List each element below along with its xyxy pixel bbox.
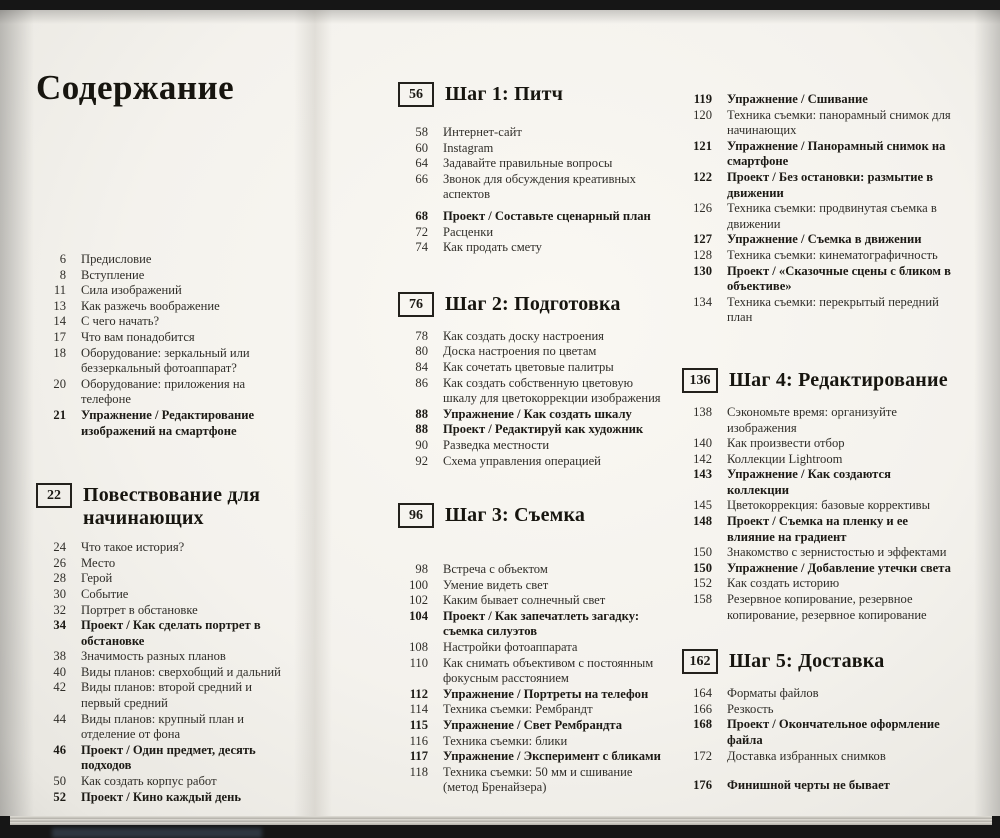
entry-page-number: 158: [693, 592, 712, 607]
entry-page-number: 44: [53, 711, 66, 726]
toc-entry: [398, 578, 666, 594]
entry-text: Как создать историю: [727, 576, 840, 591]
entry-text: Предисловие: [81, 252, 152, 266]
entry-page-number: 104: [409, 608, 428, 623]
entry-text: Виды планов: сверхобщий и дальний: [81, 664, 281, 679]
book-page: [0, 10, 1000, 816]
toc-entry: [682, 686, 954, 702]
entry-text: Форматы файлов: [727, 686, 819, 701]
entry-page-number: 148: [693, 514, 712, 529]
entry-text: Упражнение / Панорамный снимок на смартфоне: [727, 138, 946, 169]
toc-entry: [36, 252, 288, 268]
entry-page-number: 152: [693, 576, 712, 591]
entry-page-number: 119: [693, 92, 712, 106]
entry-page-number: 24: [53, 540, 66, 555]
toc-entry: [36, 587, 288, 603]
entry-text: Знакомство с зернистостью и эффектами: [727, 545, 947, 560]
spacer: [36, 108, 288, 252]
entry-page-number: 60: [415, 140, 428, 155]
entry-text: Упражнение / Сшивание: [727, 92, 868, 106]
entry-page-number: 166: [693, 701, 712, 716]
entry-page-number: 42: [53, 680, 66, 695]
entry-page-number: 28: [53, 571, 66, 586]
entry-page-number: 134: [693, 294, 712, 309]
toc-entry: [398, 687, 666, 703]
toc-section-header: [398, 82, 666, 107]
toc-entry: [682, 592, 954, 623]
toc-entry: [682, 248, 954, 264]
toc-entry: [682, 576, 954, 592]
entry-text: Герой: [81, 571, 113, 586]
entry-text: С чего начать?: [81, 314, 160, 329]
toc-entry: [398, 209, 666, 225]
spacer: [398, 256, 666, 292]
entry-text: Цветокоррекция: базовые коррективы: [727, 498, 931, 513]
toc-entry: [398, 438, 666, 454]
toc-entry: [398, 329, 666, 345]
entry-text: Проект / Один предмет, десять подходов: [81, 742, 256, 773]
toc-entry: [682, 295, 954, 326]
entry-page-number: 34: [53, 618, 66, 633]
entry-page-number: 14: [53, 314, 66, 329]
section-page-number-box: 56: [398, 82, 434, 107]
entry-page-number: 88: [415, 406, 428, 421]
entry-page-number: 121: [693, 138, 712, 153]
spacer: [398, 469, 666, 503]
toc-entry: [682, 778, 954, 794]
entry-text: Вступление: [81, 267, 145, 282]
entry-page-number: 58: [415, 125, 428, 139]
toc-entry: [36, 618, 288, 649]
toc-entry: [682, 514, 954, 545]
entry-page-number: 74: [415, 240, 428, 255]
entry-page-number: 21: [53, 407, 66, 422]
spacer: [682, 674, 954, 686]
toc-entry: [36, 603, 288, 619]
entry-page-number: 98: [415, 562, 428, 577]
section-page-number-box: 96: [398, 503, 434, 528]
toc-entry: [398, 562, 666, 578]
entry-text: Упражнение / Добавление утечки света: [727, 560, 951, 575]
entry-text: Встреча с объектом: [443, 562, 548, 577]
toc-entry: [398, 702, 666, 718]
entry-text: Виды планов: второй средний и первый средний: [81, 680, 252, 711]
section-title: Повествование для начинающих: [83, 484, 261, 530]
toc-entry: [398, 360, 666, 376]
section-page-number-box: 22: [36, 483, 72, 508]
entry-page-number: 18: [53, 345, 66, 360]
page-top-shadow: [0, 10, 1000, 24]
toc-entry: [36, 743, 288, 774]
entry-text: Каким бывает солнечный свет: [443, 593, 606, 608]
toc-entry: [398, 125, 666, 141]
entry-page-number: 72: [415, 224, 428, 239]
entry-page-number: 172: [693, 748, 712, 763]
section-title: Шаг 2: Подготовка: [445, 292, 621, 315]
entry-page-number: 100: [409, 577, 428, 592]
toc-entry: [36, 665, 288, 681]
toc-entry: [36, 314, 288, 330]
entry-text: Умение видеть свет: [443, 577, 549, 592]
entry-page-number: 130: [693, 263, 712, 278]
entry-page-number: 102: [409, 593, 428, 608]
toc-entry: [398, 765, 666, 796]
toc-entry: [398, 225, 666, 241]
entry-text: Упражнение / Как создаются коллекции: [727, 467, 891, 497]
entry-page-number: 110: [409, 655, 428, 670]
toc-entry: [36, 330, 288, 346]
entry-page-number: 176: [693, 778, 712, 793]
entry-text: Коллекции Lightroom: [727, 451, 843, 466]
toc-entry: [398, 640, 666, 656]
toc-entry: [36, 346, 288, 377]
page-title: Содержание: [36, 68, 235, 107]
toc-entry: [398, 172, 666, 203]
toc-entry: [398, 718, 666, 734]
entry-text: Доска настроения по цветам: [443, 344, 597, 359]
toc-section-header: [398, 503, 666, 528]
entry-page-number: 116: [409, 733, 428, 748]
entry-text: Упражнение / Портреты на телефон: [443, 686, 649, 701]
spacer: [398, 528, 666, 562]
entry-page-number: 50: [53, 774, 66, 789]
entry-page-number: 122: [693, 169, 712, 184]
entry-text: Разведка местности: [443, 437, 550, 452]
toc-entry: [682, 749, 954, 765]
entry-page-number: 92: [415, 453, 428, 468]
entry-page-number: 84: [415, 359, 428, 374]
toc-column-2: [398, 82, 666, 796]
page-left-shadow: [0, 10, 34, 816]
toc-entry: [682, 702, 954, 718]
entry-page-number: 40: [53, 664, 66, 679]
toc-entry: [398, 240, 666, 256]
entry-page-number: 126: [693, 201, 712, 216]
entry-text: Сэкономьте время: организуйте изображения: [727, 404, 897, 435]
entry-page-number: 90: [415, 437, 428, 452]
entry-text: Упражнение / Эксперимент с бликами: [443, 749, 661, 764]
entry-text: Резервное копирование, резервное копирование, резервное копирование: [727, 592, 927, 622]
toc-entry: [398, 749, 666, 765]
spacer: [682, 326, 954, 368]
toc-entry: [36, 774, 288, 790]
section-page-number-box: 76: [398, 292, 434, 317]
entry-text: Резкость: [727, 701, 774, 716]
entry-text: Проект / Без остановки: размытие в движении: [727, 169, 934, 200]
entry-page-number: 17: [53, 329, 66, 344]
entry-text: Задавайте правильные вопросы: [443, 156, 613, 171]
toc-column-3: [682, 92, 954, 794]
entry-page-number: 68: [415, 208, 428, 223]
entry-page-number: 13: [53, 298, 66, 313]
entry-page-number: 164: [693, 686, 712, 701]
section-title: Шаг 3: Съемка: [445, 504, 586, 527]
entry-page-number: 8: [59, 267, 66, 282]
toc-entry: [398, 734, 666, 750]
entry-text: Проект / Составьте сценарный план: [443, 208, 651, 223]
entry-page-number: 138: [693, 404, 712, 419]
entry-page-number: 26: [53, 555, 66, 570]
stacked-page-edges: [10, 816, 992, 825]
entry-text: Настройки фотоаппарата: [443, 640, 578, 655]
section-page-number-box: 162: [682, 649, 718, 674]
toc-entry: [36, 299, 288, 315]
entry-page-number: 112: [409, 686, 428, 701]
entry-text: Оборудование: приложения на телефоне: [81, 376, 246, 407]
entry-text: Как создать корпус работ: [81, 774, 217, 789]
entry-page-number: 127: [693, 232, 712, 247]
toc-entry: [398, 422, 666, 438]
toc-section-header: [682, 649, 954, 674]
entry-text: Техника съемки: продвинутая съемка в движении: [727, 201, 937, 231]
entry-page-number: 38: [53, 649, 66, 664]
entry-text: Что вам понадобится: [81, 329, 195, 344]
toc-entry: [398, 141, 666, 157]
toc-entry: [398, 407, 666, 423]
spacer: [36, 439, 288, 483]
page-right-shadow: [974, 10, 1000, 816]
entry-text: Схема управления операцией: [443, 453, 601, 468]
toc-entry: [682, 232, 954, 248]
entry-text: Техника съемки: блики: [443, 733, 568, 748]
toc-entry: [36, 712, 288, 743]
entry-page-number: 88: [415, 422, 428, 437]
toc-entry: [398, 454, 666, 470]
entry-page-number: 140: [693, 436, 712, 451]
entry-page-number: 150: [693, 560, 712, 575]
entry-page-number: 145: [693, 498, 712, 513]
entry-text: Упражнение / Съемка в движении: [727, 232, 922, 247]
toc-entry: [398, 656, 666, 687]
toc-entry: [398, 593, 666, 609]
entry-page-number: 20: [53, 376, 66, 391]
toc-entry: [682, 467, 954, 498]
entry-page-number: 108: [409, 640, 428, 655]
entry-text: Как сочетать цветовые палитры: [443, 359, 614, 374]
section-page-number-box: 136: [682, 368, 718, 393]
toc-entry: [682, 201, 954, 232]
entry-text: Упражнение / Как создать шкалу: [443, 406, 632, 421]
entry-page-number: 118: [409, 764, 428, 779]
entry-page-number: 114: [409, 702, 428, 717]
entry-text: Как создать доску настроения: [443, 328, 604, 343]
toc-entry: [36, 649, 288, 665]
entry-page-number: 142: [693, 451, 712, 466]
entry-text: Проект / Окончательное оформление файла: [727, 717, 940, 747]
toc-entry: [682, 92, 954, 108]
entry-text: Портрет в обстановке: [81, 602, 198, 617]
entry-page-number: 80: [415, 344, 428, 359]
entry-page-number: 64: [415, 156, 428, 171]
entry-text: Проект / Кино каждый день: [81, 789, 241, 804]
spacer: [398, 107, 666, 125]
entry-page-number: 86: [415, 375, 428, 390]
table-surface-hint: [52, 828, 262, 838]
entry-text: Как разжечь воображение: [81, 298, 220, 313]
section-title: Шаг 1: Питч: [445, 83, 564, 105]
toc-column-1: [36, 68, 288, 805]
entry-page-number: 120: [693, 107, 712, 122]
entry-text: Instagram: [443, 140, 494, 155]
toc-entry: [682, 717, 954, 748]
entry-text: Как произвести отбор: [727, 436, 845, 451]
toc-entry: [36, 268, 288, 284]
entry-page-number: 115: [409, 718, 428, 733]
toc-entry: [36, 540, 288, 556]
entry-text: Расценки: [443, 224, 494, 239]
entry-text: Проект / Как сделать портрет в обстановке: [81, 618, 261, 648]
entry-text: Значимость разных планов: [81, 649, 226, 664]
toc-entry: [682, 545, 954, 561]
entry-page-number: 30: [53, 586, 66, 601]
toc-entry: [682, 436, 954, 452]
entry-text: Сила изображений: [81, 283, 182, 298]
toc-entry: [36, 571, 288, 587]
toc-entry: [36, 556, 288, 572]
entry-page-number: 52: [53, 789, 66, 804]
entry-page-number: 78: [415, 328, 428, 343]
entry-text: Проект / Редактируй как художник: [443, 422, 644, 437]
toc-section-header: [398, 292, 666, 317]
toc-entry: [398, 376, 666, 407]
entry-page-number: 46: [53, 742, 66, 757]
entry-text: Что такое история?: [81, 540, 185, 555]
entry-page-number: 66: [415, 171, 428, 186]
entry-text: Интернет-сайт: [443, 125, 522, 139]
toc-entry: [682, 264, 954, 295]
entry-text: Оборудование: зеркальный или беззеркальный фотоаппарат?: [81, 345, 250, 376]
toc-entry: [682, 139, 954, 170]
toc-entry: [682, 498, 954, 514]
entry-text: Упражнение / Свет Рембрандта: [443, 718, 623, 733]
toc-entry: [398, 344, 666, 360]
entry-text: Место: [81, 555, 116, 570]
entry-text: Техника съемки: Рембрандт: [443, 702, 593, 717]
entry-text: Техника съемки: перекрытый передний план: [727, 294, 939, 325]
entry-text: Как создать собственную цветовую шкалу для цветокоррекции изображения: [443, 375, 661, 406]
entry-page-number: 11: [53, 283, 66, 298]
entry-page-number: 168: [693, 717, 712, 732]
spacer: [682, 623, 954, 649]
entry-text: Как снимать объективом с постоянным фокусным расстоянием: [443, 655, 654, 686]
toc-entry: [398, 156, 666, 172]
entry-text: Техника съемки: 50 мм и сшивание (метод Бренайзера): [443, 764, 633, 795]
book-gutter-crease: [294, 10, 332, 816]
toc-entry: [36, 283, 288, 299]
entry-text: Проект / «Сказочные сцены с бликом в объективе»: [727, 263, 951, 294]
toc-entry: [682, 405, 954, 436]
spacer: [36, 530, 288, 540]
entry-text: Как продать смету: [443, 240, 542, 255]
toc-entry: [36, 790, 288, 806]
toc-entry: [398, 609, 666, 640]
entry-text: Проект / Как запечатлеть загадку: съемка силуэтов: [443, 608, 640, 639]
toc-entry: [36, 408, 288, 439]
toc-entry: [682, 452, 954, 468]
entry-page-number: 32: [53, 602, 66, 617]
toc-section-header: [682, 368, 954, 393]
entry-text: Упражнение / Редактирование изображений на смартфоне: [81, 407, 255, 438]
toc-entry: [682, 561, 954, 577]
toc-section-header: [36, 483, 288, 530]
entry-text: Проект / Съемка на пленку и ее влияние на градиент: [727, 514, 909, 544]
entry-text: Финишной черты не бывает: [727, 778, 890, 793]
entry-page-number: 150: [693, 545, 712, 560]
entry-page-number: 128: [693, 247, 712, 262]
entry-page-number: 6: [59, 252, 66, 266]
entry-text: Виды планов: крупный план и отделение от фона: [81, 711, 245, 742]
toc-entry: [682, 170, 954, 201]
spacer: [398, 317, 666, 329]
entry-text: Звонок для обсуждения креативных аспектов: [443, 171, 636, 202]
entry-text: Техника съемки: панорамный снимок для начинающих: [727, 107, 951, 138]
spacer: [682, 764, 954, 778]
entry-page-number: 117: [409, 749, 428, 764]
section-title: Шаг 4: Редактирование: [729, 368, 948, 391]
section-title: Шаг 5: Доставка: [729, 650, 885, 673]
entry-page-number: 143: [693, 467, 712, 482]
entry-text: Техника съемки: кинематографичность: [727, 247, 938, 262]
spacer: [682, 393, 954, 405]
toc-entry: [36, 680, 288, 711]
entry-text: Событие: [81, 586, 129, 601]
toc-entry: [682, 108, 954, 139]
entry-text: Доставка избранных снимков: [727, 748, 886, 763]
toc-entry: [36, 377, 288, 408]
